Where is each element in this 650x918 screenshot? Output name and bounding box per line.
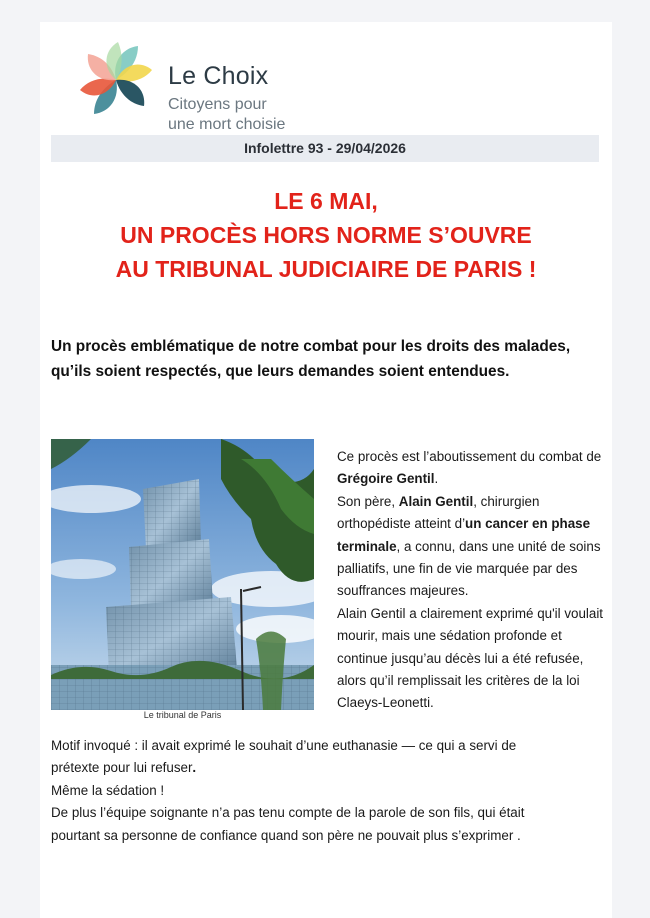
closing-paragraph [51,735,599,847]
closing-line2-dot: . [192,760,197,776]
strong-cancer: un cancer en phase terminale [337,516,591,554]
closing-line1: Motif invoqué : il avait exprimé le souhait d’une euthanasie — ce qui a servi de [51,738,517,753]
name-gregoire: Grégoire Gentil [337,471,435,487]
name-alain: Alain Gentil [398,493,474,509]
lead-paragraph: Un procès emblématique de notre combat pour les droits des malades, qu’ils soient respectés, que leurs demandes soient entendues. [51,338,571,380]
brand-subtitle-line2: une mort choisie [168,116,286,133]
headline-line3: AU TRIBUNAL JUDICIAIRE DE PARIS ! [115,256,537,282]
story-p2 [337,491,605,603]
brand-subtitle [168,95,368,135]
closing-line2 [51,757,599,779]
closing-line4: De plus l’équipe soignante n’a pas tenu compte de la parole de son fils, qui était [51,805,525,821]
story-p2b: , chirurgien orthopédiste atteint d’ [337,493,540,532]
story-p1-text: Ce procès est l’aboutissement du combat de [337,449,602,464]
headline-line1: LE 6 MAI, [274,188,378,214]
story-p1-end: . [434,471,439,487]
issue-banner: Infolettre 93 - 29/04/2026 [51,135,599,162]
story-p2a: Son père, [337,493,399,509]
brand-title: Le Choix [168,62,269,90]
tribunal-building-image [51,439,314,710]
story-p1 [337,446,605,491]
photo-caption: Le tribunal de Paris [143,710,222,720]
brand-header [70,40,370,133]
story-p2c: , a connu, dans une unité de soins palliatifs, une fin de vie marquée par des souffrances majeures. [337,538,601,599]
closing-line2-text: prétexte pour lui refuser [51,760,193,776]
newsletter-card [40,22,612,918]
brand-subtitle-line1: Citoyens pour [168,96,267,113]
headline [40,184,612,286]
closing-line3: Même la sédation ! [51,782,165,798]
headline-line2: UN PROCÈS HORS NORME S’OUVRE [120,222,532,248]
pinwheel-logo-icon [70,40,162,120]
closing-line5: pourtant sa personne de confiance quand son père ne pouvait plus s’exprimer . [51,827,521,843]
story-paragraph [337,446,605,715]
story-p3: Alain Gentil a clairement exprimé qu'il voulait mourir, mais une sédation profonde et continue jusqu’au décès lui a été refusée, alors qu’il remplissait les critères de la loi Claeys-Leonetti. [337,605,604,711]
courthouse-photo [51,439,314,710]
